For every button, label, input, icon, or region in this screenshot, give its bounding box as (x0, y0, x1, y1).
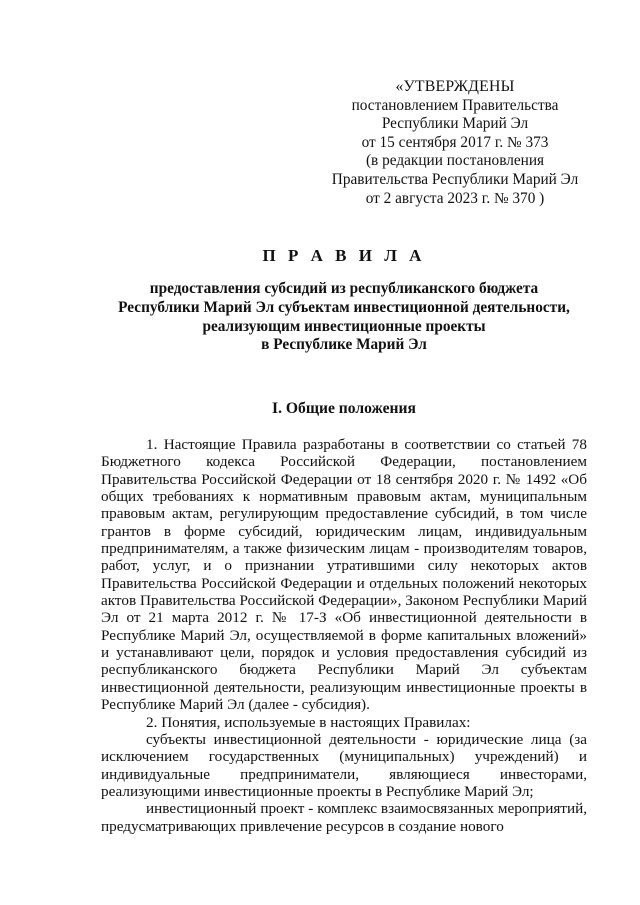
document-body (101, 436, 587, 835)
subtitle-line: реализующим инвестиционные проекты (202, 317, 486, 335)
paragraph: 1. Настоящие Правила разработаны в соответствии со статьей 78 Бюджетного кодекса Российской Федерации, постановлением Правительства Российской Федерации от 18 сентября 2020 г. № 1492 «Об общих требованиях к нормативным правовым актам, муниципальным правовым актам, регулирующим предоставление субсидий, в том числе грантов в форме субсидий, юридическим лицам, индивидуальным предпринимателям, а также физическим лицам - производителям товаров, работ, услуг, и о признании утратившими силу некоторых актов Правительства Российской Федерации и отдельных положений некоторых актов Правительства Российской Федерации», Законом Республики Марий Эл от 21 марта 2012 г. № 17-З «Об инвестиционной деятельности в Республике Марий Эл, осуществляемой в форме капитальных вложений» и устанавливают цели, порядок и условия предоставления субсидий из республиканского бюджета Республики Марий Эл субъектам инвестиционной деятельности, реализующим инвестиционные проекты в Республике Марий Эл (далее - субсидия). (101, 436, 587, 714)
subtitle-line: предоставления субсидий из республиканского бюджета (149, 280, 539, 297)
approval-stamp (330, 78, 580, 208)
document-heading (100, 246, 588, 355)
paragraph: 2. Понятия, используемые в настоящих Правилах: (146, 713, 471, 731)
approval-line: Правительства Республики Марий Эл (331, 170, 579, 188)
approval-line: постановлением Правительства (351, 96, 559, 114)
approval-line: от 2 августа 2023 г. № 370 ) (365, 189, 545, 207)
approval-line: (в редакции постановления (365, 152, 545, 170)
document-title: П Р А В И Л А (262, 246, 426, 265)
paragraph: субъекты инвестиционной деятельности - юридические лица (за исключением государственных (муниципальных) учреждений) и индивидуальные предприниматели, являющиеся инвесторами, реализующими инвестиционные проекты в Республике Марий Эл; (101, 730, 587, 800)
paragraph: инвестиционный проект - комплекс взаимосвязанных мероприятий, предусматривающих привлечение ресурсов в создание нового (101, 800, 587, 835)
section-title: I. Общие положения (272, 400, 416, 417)
approval-line: Республики Марий Эл (381, 115, 529, 133)
subtitle-line: в Республике Марий Эл (261, 336, 427, 354)
approval-line: от 15 сентября 2017 г. № 373 (361, 133, 549, 151)
approval-title: «УТВЕРЖДЕНЫ (395, 78, 515, 95)
subtitle-line: Республики Марий Эл субъектам инвестиционной деятельности, (118, 298, 570, 316)
